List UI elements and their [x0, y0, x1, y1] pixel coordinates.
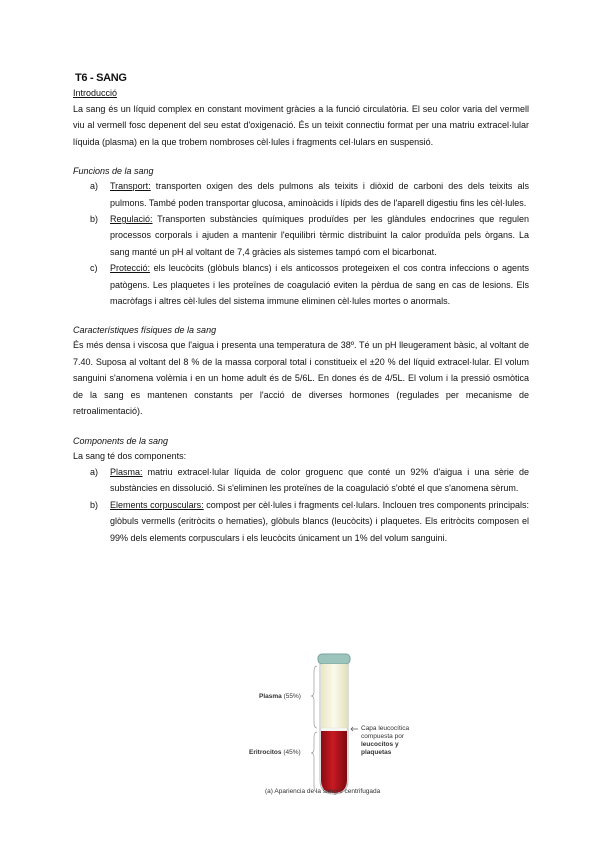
item-text: transporten oxigen des dels pulmons als teixits i diòxid de carboni des dels teixits als pulmons. També poden transportar glucosa, aminoàcids i lípids des de l'aparell digestiu fins les cèl·lules.	[110, 181, 529, 208]
buffy-coat-label	[361, 725, 433, 757]
intro-paragraph: La sang és un líquid complex en constant moviment gràcies a la funció circulatòria. El seu color varia del vermell viu al vermell fosc depenent del seu estat d'oxigenació. És un teixit connectiu format per una matriu extracel·lular líquida (plasma) en la que trobem nombroses cèl·lules i fragments cel·lulars en suspensió.	[73, 104, 529, 147]
page-title: T6 - SANG	[75, 72, 127, 84]
buffy-label-line3: leucocitos y	[361, 741, 399, 748]
list-marker: a)	[90, 181, 99, 192]
arrow-icon	[351, 727, 358, 731]
list-marker: c)	[90, 263, 98, 274]
document-page	[73, 72, 529, 546]
physical-paragraph: És més densa i viscosa que l'aigua i presenta una temperatura de 38º. Té un pH lleugerament bàsic, al voltant de 7.40. Suposa al voltant del 8 % de la massa corporal total i constitueix el ±20 % del líquid extracel·lular. El volum sanguini s'anomena volèmia i en un home adult és de 5/6L. En dones és de 4/5L. El volum i la pressió osmòtica de la sang es mantenen constants per l'acció de diverses hormones (regulades per mecanisme de retroalimentació).	[73, 340, 529, 417]
physical-heading: Característiques físiques de la sang	[73, 325, 217, 336]
buffy-coat-layer	[321, 728, 347, 731]
function-item-proteccio	[73, 260, 529, 309]
erythrocyte-label-text: Eritrocitos	[249, 749, 282, 756]
item-text: Transporten substàncies químiques produïdes per les glàndules endocrines que regulen processos corporals i ajuden a mantenir l'equilibri tèrmic distribuint la calor produïda pels òrgans. La sang manté un pH al voltant de 7,4 gràcies als sistemes tampó com el bicarbonat.	[110, 214, 529, 257]
list-marker: b)	[90, 214, 99, 225]
component-item-elements	[73, 497, 529, 546]
plasma-pct: (55%)	[283, 693, 301, 700]
intro-heading: Introducció	[73, 88, 118, 98]
plasma-bracket	[311, 666, 317, 728]
erythrocyte-label	[249, 749, 301, 757]
components-heading: Components de la sang	[73, 435, 169, 446]
buffy-label-line4: plaquetas	[361, 749, 392, 756]
functions-list	[73, 178, 529, 309]
figure-caption: (a) Apariencia de la sangre centrifugada	[265, 788, 381, 795]
list-marker: b)	[90, 499, 99, 510]
function-item-transport	[73, 178, 529, 211]
keyword: Regulació:	[110, 214, 153, 225]
functions-heading: Funcions de la sang	[73, 166, 154, 177]
erythrocyte-bracket	[311, 732, 317, 792]
buffy-label-line2: compuesta por	[361, 733, 404, 740]
buffy-label-line1: Capa leucocítica	[361, 725, 410, 732]
keyword: Protecció:	[110, 263, 151, 274]
tube-cap	[318, 654, 350, 664]
keyword: Elements corpusculars:	[110, 499, 204, 510]
list-marker: a)	[90, 466, 99, 477]
centrifuged-blood-figure	[243, 652, 433, 802]
plasma-label	[259, 693, 301, 701]
function-item-regulacio	[73, 211, 529, 260]
components-list	[73, 464, 529, 546]
item-text: compost per cèl·lules i fragments cel·lulars. Inclouen tres components principals: glòbuls vermells (eritròcits o hematies), glòbuls blancs (leucòcits) i plaquetes. Els eritròcits composen el 99% dels elements corpusculars i els leucòcits únicament un 1% del volum sanguini.	[110, 499, 530, 543]
keyword: Transport:	[110, 181, 151, 192]
plasma-label-text: Plasma	[259, 693, 282, 700]
keyword: Plasma:	[110, 466, 143, 477]
item-text: els leucòcits (glòbuls blancs) i els anticossos protegeixen el cos contra infeccions o agents patògens. Les plaquetes i les proteïnes de coagulació eviten la pèrdua de sang en cas de lesions. Els macròfags i altres cèl·lules del sistema immune eliminen cèl·lules mortes o anormals.	[110, 263, 529, 307]
item-text: matriu extracel·lular líquida de color groguenc que conté un 92% d'aigua i una sèrie de substàncies en dissolució. Si s'eliminen les proteïnes de la coagulació s'obté el que s'anomena sèrum.	[110, 466, 529, 494]
erythrocyte-layer	[321, 731, 347, 793]
component-item-plasma	[73, 464, 529, 497]
plasma-layer	[321, 664, 347, 728]
erythrocyte-pct: (45%)	[283, 749, 301, 756]
components-intro: La sang té dos components:	[73, 450, 187, 461]
